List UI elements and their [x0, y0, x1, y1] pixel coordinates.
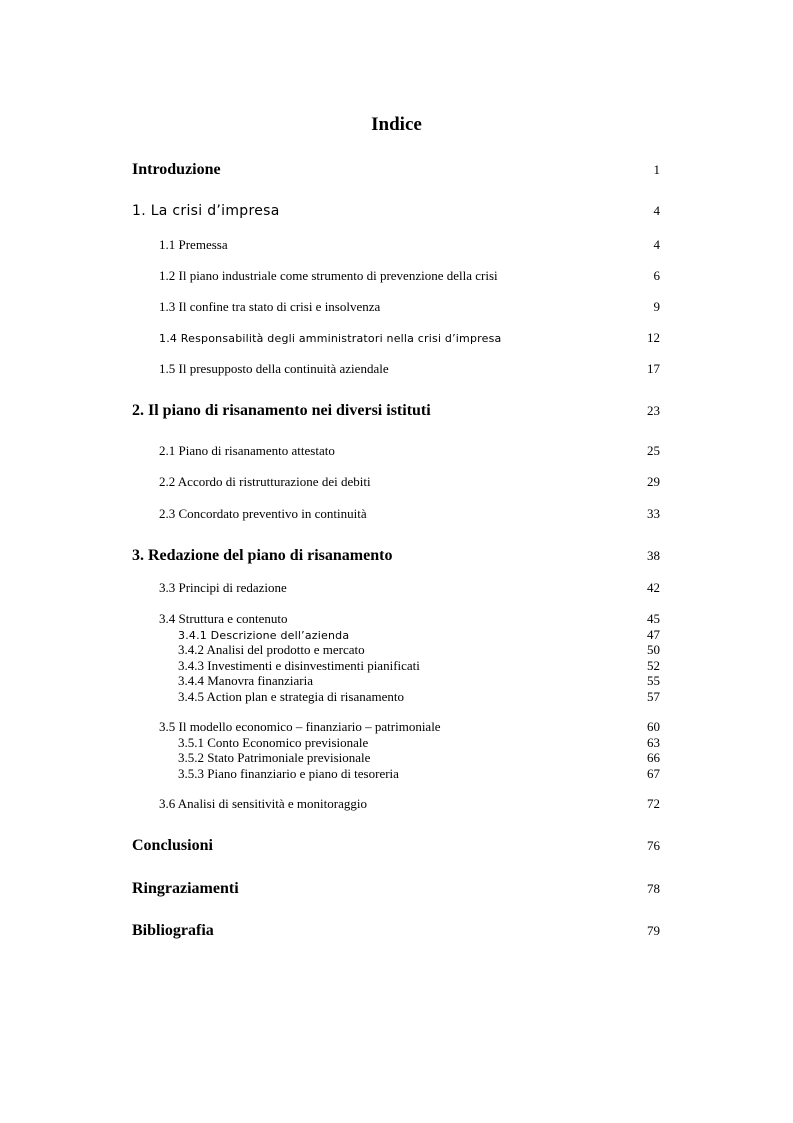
page-title: Indice	[371, 114, 422, 135]
toc-entry-3-5-1[interactable]	[178, 735, 660, 750]
toc-entry-page: 12	[647, 330, 660, 345]
toc-entry-page: 67	[647, 766, 660, 781]
toc-entry-1-1[interactable]	[159, 237, 660, 255]
toc-entry-page: 55	[647, 673, 660, 688]
toc-entry-1-5[interactable]	[159, 361, 660, 379]
toc-entry-page: 78	[647, 881, 660, 896]
toc-entry-label: 1.4 Responsabilità degli amministratori nella crisi d’impresa	[159, 332, 502, 345]
toc-entry-label: 3.5.3 Piano finanziario e piano di tesoreria	[178, 766, 399, 781]
toc-entry-page: 57	[647, 689, 660, 704]
toc-entry-label: 3.5.2 Stato Patrimoniale previsionale	[178, 750, 371, 765]
toc-entry-label: 3.4.4 Manovra finanziaria	[178, 673, 314, 688]
toc-entry-3-6[interactable]	[159, 796, 660, 814]
toc-entry-page: 29	[647, 474, 660, 489]
toc-entry-page: 25	[647, 443, 660, 458]
toc-entry-label: 3.4.1 Descrizione dell’azienda	[178, 629, 350, 642]
toc-entry-label: 3.4.3 Investimenti e disinvestimenti pianificati	[178, 658, 420, 673]
toc-entry-label: 1. La crisi d’impresa	[132, 203, 280, 219]
toc-entry-1-3[interactable]	[159, 299, 660, 317]
toc-entry-label: 1.2 Il piano industriale come strumento di prevenzione della crisi	[159, 268, 498, 283]
toc-entry-3-4-2[interactable]	[178, 642, 660, 657]
toc-entry-1-2[interactable]	[159, 268, 660, 286]
toc-entry-page: 66	[647, 750, 660, 765]
toc-entry-label: 3.3 Principi di redazione	[159, 580, 287, 595]
toc-entry-bibliografia[interactable]	[132, 922, 660, 940]
toc-entry-3-4-3[interactable]	[178, 658, 660, 673]
toc-entry-label: 3.5.1 Conto Economico previsionale	[178, 735, 369, 750]
toc-entry-2-1[interactable]	[159, 443, 660, 461]
toc-entry-page: 4	[653, 203, 660, 218]
toc-entry-label: 3.4.2 Analisi del prodotto e mercato	[178, 642, 365, 657]
toc-entry-page: 6	[653, 268, 660, 283]
toc-entry-1-4[interactable]	[159, 330, 660, 348]
toc-entry-label: Bibliografia	[132, 922, 214, 939]
toc-entry-label: 2.2 Accordo di ristrutturazione dei debiti	[159, 474, 371, 489]
toc-entry-page: 63	[647, 735, 660, 750]
toc-entry-page: 60	[647, 719, 660, 734]
toc-entry-label: 2. Il piano di risanamento nei diversi istituti	[132, 402, 431, 419]
toc-entry-label: 3.4.5 Action plan e strategia di risanamento	[178, 689, 404, 704]
toc-entry-2-2[interactable]	[159, 474, 660, 492]
toc-entry-page: 38	[647, 548, 660, 563]
toc-entry-chapter-3[interactable]	[132, 547, 660, 565]
toc-entry-page: 76	[647, 838, 660, 853]
toc-entry-page: 23	[647, 403, 660, 418]
toc-entry-3-5-2[interactable]	[178, 750, 660, 765]
toc-entry-conclusioni[interactable]	[132, 837, 660, 855]
toc-entry-label: 3.4 Struttura e contenuto	[159, 611, 288, 626]
toc-entry-label: 3.5 Il modello economico – finanziario – patrimoniale	[159, 719, 441, 734]
toc-entry-chapter-2[interactable]	[132, 402, 660, 420]
toc-entry-ringraziamenti[interactable]	[132, 880, 660, 898]
toc-entry-page: 4	[653, 237, 660, 252]
toc-entry-label: Conclusioni	[132, 837, 213, 854]
toc-entry-3-4-5[interactable]	[178, 689, 660, 704]
toc-entry-page: 33	[647, 506, 660, 521]
toc-entry-page: 72	[647, 796, 660, 811]
toc-entry-page: 17	[647, 361, 660, 376]
toc-entry-page: 50	[647, 642, 660, 657]
toc-entry-label: 2.1 Piano di risanamento attestato	[159, 443, 335, 458]
toc-entry-3-4-1[interactable]	[178, 627, 660, 642]
toc-entry-label: Introduzione	[132, 161, 221, 178]
toc-entry-2-3[interactable]	[159, 506, 660, 524]
toc-entry-label: Ringraziamenti	[132, 880, 239, 897]
toc-entry-page: 1	[653, 162, 660, 177]
toc-entry-chapter-1[interactable]	[132, 203, 660, 221]
toc-entry-page: 47	[647, 627, 660, 642]
toc-entry-label: 3.6 Analisi di sensitività e monitoraggio	[159, 796, 367, 811]
toc-entry-page: 79	[647, 923, 660, 938]
toc-entry-label: 2.3 Concordato preventivo in continuità	[159, 506, 367, 521]
toc-entry-page: 9	[653, 299, 660, 314]
toc-entry-label: 1.3 Il confine tra stato di crisi e insolvenza	[159, 299, 381, 314]
toc-entry-page: 45	[647, 611, 660, 626]
toc-entry-label: 1.1 Premessa	[159, 237, 228, 252]
toc-entry-label: 3. Redazione del piano di risanamento	[132, 547, 393, 564]
toc-entry-3-4-4[interactable]	[178, 673, 660, 688]
toc-entry-label: 1.5 Il presupposto della continuità aziendale	[159, 361, 389, 376]
toc-entry-page: 42	[647, 580, 660, 595]
toc-entry-3-3[interactable]	[159, 580, 660, 598]
toc-entry-page: 52	[647, 658, 660, 673]
toc-entry-3-5-3[interactable]	[178, 766, 660, 781]
toc-entry-introduzione[interactable]	[132, 161, 660, 179]
